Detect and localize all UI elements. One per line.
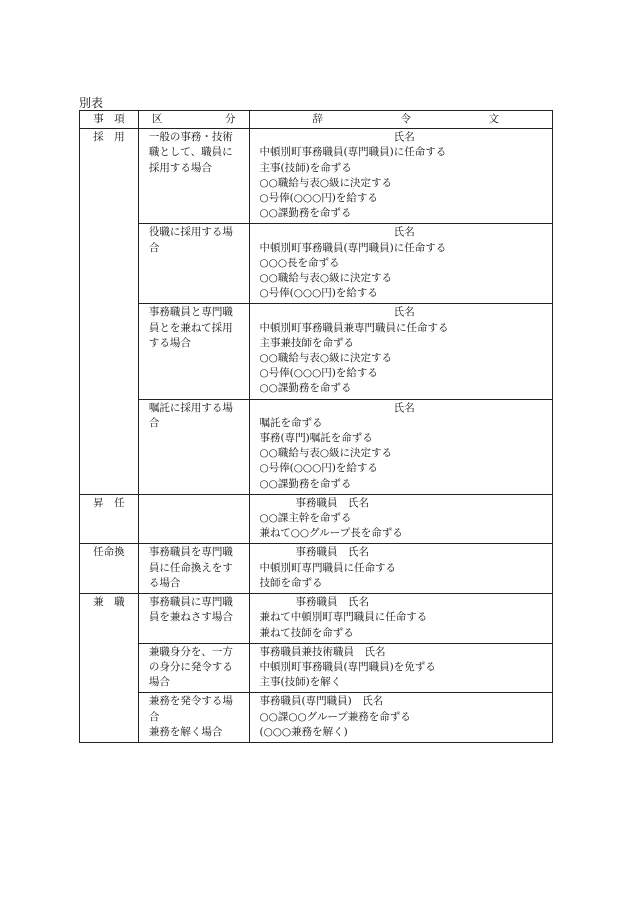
appointment-line: 中頓別町事務職員兼専門職員に任命する — [259, 321, 449, 334]
row-category — [138, 594, 249, 644]
row-category — [138, 304, 249, 399]
row-appointment-text — [249, 594, 553, 644]
appointment-line: ○○職給与表○級に決定する — [259, 447, 392, 460]
appointment-line: 兼ねて技師を命ずる — [259, 626, 354, 639]
row-appointment-text — [249, 129, 553, 224]
appointment-line: 兼ねて中頓別町専門職員に任命する — [259, 611, 428, 624]
appointment-line: ○号俸(○○○円)を給する — [259, 192, 378, 205]
category-text: 事務職員と専門職員とを兼ねて採用する場合 — [148, 306, 233, 349]
appointment-table — [79, 110, 553, 743]
row-category — [138, 224, 249, 304]
row-category — [138, 494, 249, 544]
row-appointment-text — [249, 399, 553, 494]
appointment-line: ○号俸(○○○円)を給する — [259, 367, 378, 380]
appointment-line: 氏名 — [393, 401, 415, 414]
row-appointment-text — [249, 544, 553, 594]
header-category-part: 分 — [225, 113, 236, 125]
category-text: 兼職身分を、一方の身分に発令する場合 — [148, 645, 233, 689]
appointment-line: ○○課○○グループ兼務を命ずる — [259, 710, 411, 723]
row-appointment-text — [249, 224, 553, 304]
appointment-line: 事務職員 氏名 — [295, 496, 369, 509]
row-appointment-text — [249, 494, 553, 544]
table-row — [80, 399, 553, 494]
row-item: 兼 職 — [80, 594, 139, 743]
appointment-line: ○号俸(○○○円)を給する — [259, 462, 378, 475]
header-item: 事 項 — [80, 111, 139, 129]
appointment-line: 事務(専門)嘱託を命ずる — [259, 432, 373, 445]
row-item: 任命換 — [80, 544, 139, 594]
table-row — [80, 693, 553, 743]
table-row — [80, 129, 553, 224]
appointment-line: ○○○長を命ずる — [259, 256, 340, 269]
appointment-line: ○○課勤務を命ずる — [259, 207, 352, 220]
appointment-line: ○○職給与表○級に決定する — [259, 176, 392, 189]
row-appointment-text — [249, 643, 553, 693]
appointment-line: 主事兼技師を命ずる — [259, 336, 354, 349]
appointment-line: 事務職員 氏名 — [295, 596, 369, 609]
appointment-line: 中頓別町事務職員(専門職員)に任命する — [259, 241, 447, 254]
row-category — [138, 399, 249, 494]
row-item: 採 用 — [80, 129, 139, 495]
table-row — [80, 224, 553, 304]
row-appointment-text — [249, 304, 553, 399]
appointment-line: ○○職給与表○級に決定する — [259, 352, 392, 365]
appointment-line: 氏名 — [393, 226, 415, 239]
row-category — [138, 693, 249, 743]
table-row — [80, 494, 553, 544]
appointment-line: 氏名 — [393, 306, 415, 319]
header-text-part: 辞 — [312, 113, 323, 125]
header-category — [138, 111, 249, 129]
appointment-line: ○○課勤務を命ずる — [259, 382, 352, 395]
appointment-line: 兼ねて○○グループ長を命ずる — [259, 527, 403, 540]
appointment-line: ○○課勤務を命ずる — [259, 477, 352, 490]
appointment-line: 中頓別町事務職員(専門職員)を免ずる — [259, 660, 436, 673]
category-text: 兼務を発令する場合 — [148, 695, 233, 723]
table-header-row — [80, 111, 553, 129]
category-text: 嘱託に採用する場合 — [148, 401, 233, 429]
table-row — [80, 304, 553, 399]
table-row — [80, 643, 553, 693]
table-row — [80, 594, 553, 644]
header-text-part: 文 — [488, 113, 499, 125]
category-text: 事務職員を専門職員に任命換えをする場合 — [148, 546, 233, 589]
appointment-line: 中頓別町専門職員に任命する — [259, 561, 396, 574]
appointment-line: 技師を命ずる — [259, 576, 323, 589]
header-category-part: 区 — [151, 113, 163, 125]
appointment-line: 主事(技師)を解く — [259, 676, 342, 689]
appointment-line: 主事(技師)を命ずる — [259, 161, 352, 174]
row-category — [138, 643, 249, 693]
header-text — [249, 111, 553, 129]
appointment-line: ○○職給与表○級に決定する — [259, 272, 392, 285]
category-text: 役職に採用する場合 — [148, 226, 233, 254]
row-item: 昇 任 — [80, 494, 139, 544]
appointment-line: 中頓別町事務職員(専門職員)に任命する — [259, 146, 447, 159]
row-appointment-text — [249, 693, 553, 743]
page-title: 別表 — [79, 96, 104, 110]
appointment-line: 事務職員 氏名 — [295, 546, 369, 559]
category-text: 一般の事務・技術職として、職員に採用する場合 — [148, 131, 233, 174]
row-category — [138, 129, 249, 224]
category-text: 事務職員に専門職員を兼ねさす場合 — [148, 596, 233, 624]
row-category — [138, 544, 249, 594]
appointment-line: 事務職員(専門職員) 氏名 — [259, 695, 384, 708]
appointment-line: 嘱託を命ずる — [259, 416, 323, 429]
header-text-part: 令 — [400, 113, 411, 125]
appointment-line: (○○○兼務を解く) — [259, 725, 348, 738]
appointment-line: ○○課主幹を命ずる — [259, 512, 352, 525]
appointment-line: 氏名 — [393, 131, 415, 144]
category-text: 兼務を解く場合 — [148, 725, 223, 738]
table-row — [80, 544, 553, 594]
appointment-line: 事務職員兼技術職員 氏名 — [259, 645, 386, 658]
appointment-line: ○号俸(○○○円)を給する — [259, 287, 378, 300]
